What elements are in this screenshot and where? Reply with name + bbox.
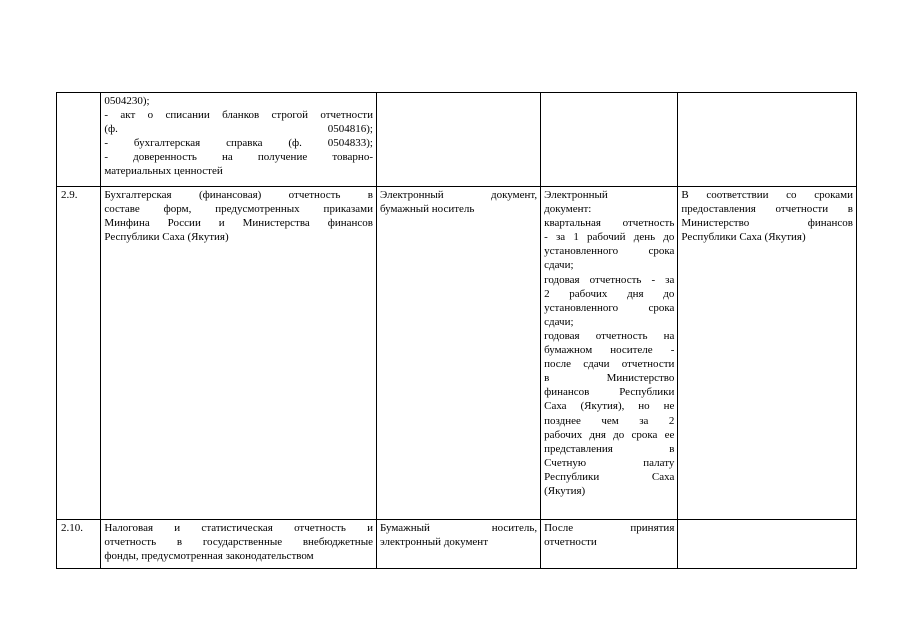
cell-text-line: фонды, предусмотренная законодательством xyxy=(104,550,314,563)
cell-text-line: сдачи; xyxy=(544,259,574,272)
cell-text-line: 0504230); xyxy=(104,95,150,107)
cell-text-line: предоставления отчетности в xyxy=(681,203,853,216)
cell-text-line: - за 1 рабочий день до xyxy=(544,231,675,244)
cell-text-line: позднее чем за 2 xyxy=(544,414,675,427)
cell-text-line: бумажный носитель xyxy=(379,203,475,216)
cell-text-line: материальных ценностей xyxy=(104,165,223,178)
basis-cell xyxy=(678,93,857,187)
cell-text-line: - бухгалтерская справка (ф. 0504833); xyxy=(104,137,373,150)
cell-text-line: Саха (Якутия), но не xyxy=(544,400,675,413)
cell-text-line: (ф. 0504816); xyxy=(104,123,373,136)
basis-cell xyxy=(678,520,857,569)
document-cell xyxy=(101,187,377,520)
cell-text-line: (Якутия) xyxy=(544,484,586,497)
deadline-cell xyxy=(541,520,678,569)
cell-text-line: годовая отчетность - за xyxy=(544,273,675,286)
form-cell xyxy=(376,93,540,187)
cell-text-line: финансов Республики xyxy=(544,386,675,399)
cell-text-line: отчетности xyxy=(544,536,597,549)
cell-text-line: Налоговая и статистическая отчетность и xyxy=(104,522,373,534)
deadline-cell xyxy=(541,93,678,187)
form-cell xyxy=(376,520,540,569)
table-row xyxy=(57,93,857,187)
cell-text-line: 2 рабочих дня до xyxy=(544,287,675,300)
cell-text-line: После принятия xyxy=(544,522,675,534)
table-row xyxy=(57,520,857,569)
cell-text-line: установленного срока xyxy=(544,245,675,258)
cell-text-line: Бухгалтерская (финансовая) отчетность в xyxy=(104,189,373,201)
cell-text-line: Министерство финансов xyxy=(681,217,853,230)
cell-text-line: - акт о списании бланков строгой отчетности xyxy=(104,109,373,122)
cell-text-line: Республики Саха xyxy=(544,470,675,483)
cell-text-line: представления в xyxy=(544,442,675,455)
cell-text-line: электронный документ xyxy=(379,536,488,549)
cell-text-line: рабочих дня до срока ее xyxy=(544,428,675,441)
row-number: 2.10. xyxy=(57,520,101,569)
document-cell xyxy=(101,520,377,569)
cell-text-line: Республики Саха (Якутия) xyxy=(681,231,806,244)
cell-text-line: сдачи; xyxy=(544,315,574,328)
document-table xyxy=(56,92,857,569)
row-number xyxy=(57,93,101,187)
document-cell xyxy=(101,93,377,187)
cell-text-line: Электронный xyxy=(544,189,608,201)
cell-text-line: в Министерство xyxy=(544,372,675,385)
cell-text-line: квартальная отчетность xyxy=(544,217,675,230)
cell-text-line: Счетную палату xyxy=(544,456,675,469)
table-row xyxy=(57,187,857,520)
deadline-cell xyxy=(541,187,678,520)
cell-text-line: Минфина России и Министерства финансов xyxy=(104,217,373,230)
cell-text-line: после сдачи отчетности xyxy=(544,358,675,371)
cell-text-line: документ: xyxy=(544,203,592,216)
cell-text-line: составе форм, предусмотренных приказами xyxy=(104,203,373,216)
cell-text-line: Электронный документ, xyxy=(379,189,538,201)
cell-text-line: отчетность в государственные внебюджетные xyxy=(104,536,373,549)
cell-text-line: установленного срока xyxy=(544,301,675,314)
basis-cell xyxy=(678,187,857,520)
cell-text-line: В соответствии со сроками xyxy=(681,189,853,201)
cell-text-line: - доверенность на получение товарно- xyxy=(104,151,373,164)
cell-text-line: Бумажный носитель, xyxy=(379,522,538,534)
form-cell xyxy=(376,187,540,520)
cell-text-line: Республики Саха (Якутия) xyxy=(104,231,229,244)
cell-text-line: бумажном носителе - xyxy=(544,344,675,357)
cell-text-line: годовая отчетность на xyxy=(544,329,675,342)
row-number: 2.9. xyxy=(57,187,101,520)
